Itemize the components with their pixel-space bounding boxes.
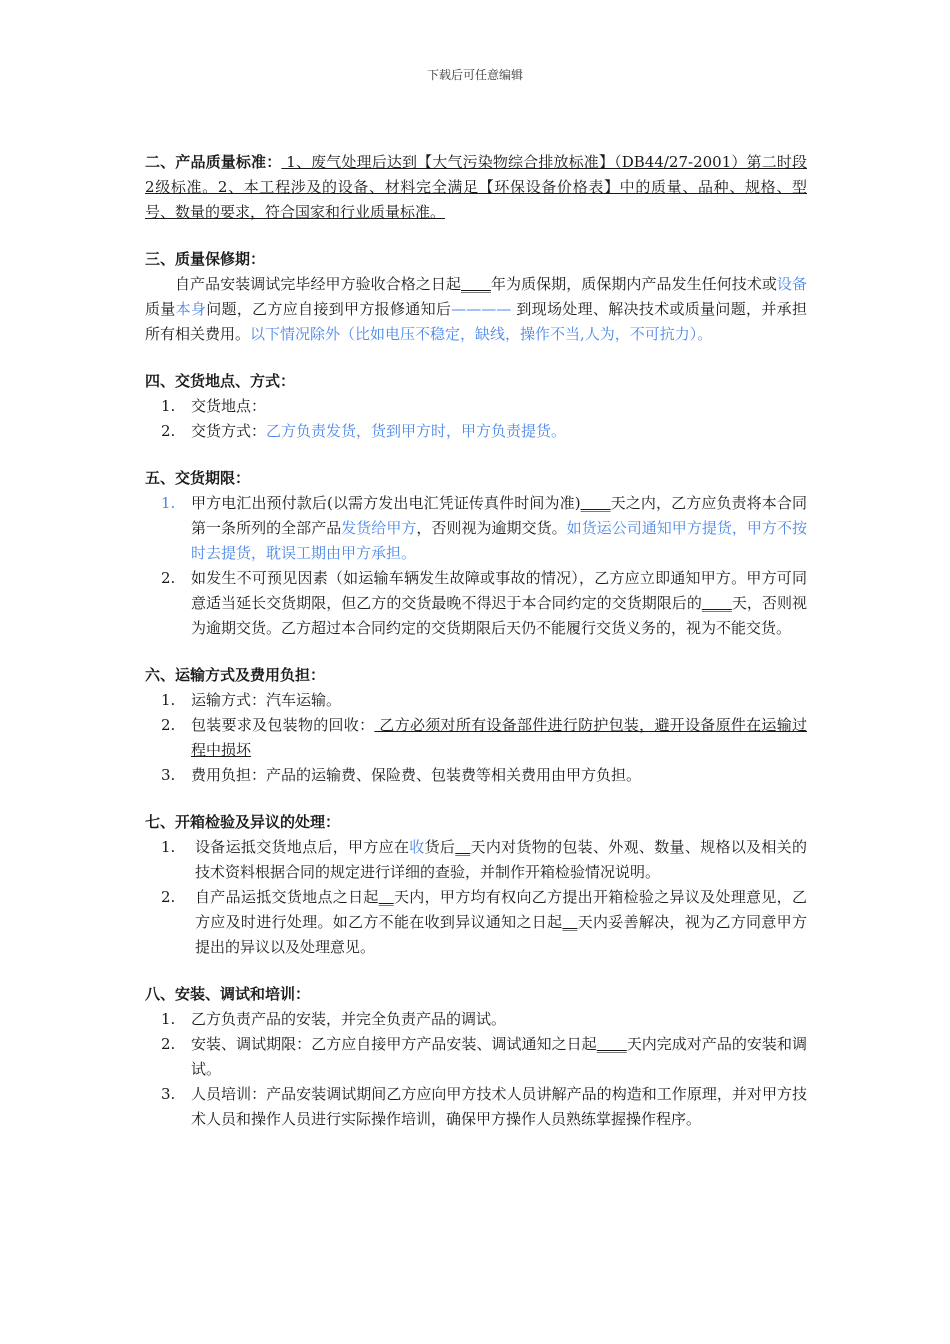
text-run: 到现场处理、解决技术或质量问题，并承担所有相关费用。 [145,300,807,343]
item-text: 人员培训：产品安装调试期间乙方应向甲方技术人员讲解产品的构造和工作原理，并对甲方技术人员和操作人员进行实际操作培训，确保甲方操作人员熟练掌握操作程序。 [191,1085,807,1128]
section-heading: 三、质量保修期： [145,250,266,268]
item-text: 运输方式：汽车运输。 [191,691,342,709]
list-number: 3. [161,766,176,784]
item-text: 乙方负责产品的安装，并完全负责产品的调试。 [191,1010,507,1028]
list-number: 2. [161,716,176,734]
section-heading: 七、开箱检验及异议的处理： [145,813,341,831]
blank-field: ____ [596,1035,627,1053]
list-number: 1. [161,691,176,709]
blank-field: ____ [460,275,491,293]
list-item [145,566,807,641]
installation-list [145,1007,807,1132]
text-run: ，否则视为逾期交货。 [416,519,567,537]
text-run: 安装、调试期限：乙方应自接甲方产品安装、调试通知之日起 [191,1035,597,1053]
list-number: 3. [161,1085,176,1103]
list-number: 1. [161,838,176,856]
list-item [145,394,807,419]
list-item [145,419,807,444]
section-quality-standard [145,150,807,225]
exclusions-text: 以下情况除外（比如电压不稳定，缺线，操作不当,人为，不可抗力）。 [250,325,713,343]
list-number: 1. [161,494,176,512]
text-run: 天内，甲方均有权向乙方提出开箱检验之异议及处理意见，乙方应及时进行处理。如乙方不能在收到异议通知之日起 [195,888,807,931]
list-item [145,1082,807,1132]
blank-field: __ [562,913,578,931]
item-text: 费用负担：产品的运输费、保险费、包装费等相关费用由甲方负担。 [191,766,642,784]
text-run: 收 [409,838,425,856]
section-heading: 八、安装、调试和培训： [145,985,311,1003]
text-run: 设备 [776,275,807,293]
text-run: 如货运公司通知甲方提货，甲方不按时去提货，耽误工期由甲方承担。 [191,519,807,562]
contract-body [145,150,807,1132]
item-value: 乙方必须对所有设备部件进行防护包装，避开设备原件在运输过程中损坏 [191,716,807,759]
text-run: 货后 [424,838,456,856]
item-label: 交货地点： [191,397,267,415]
text-run: 本身 [175,300,207,318]
text-run: 问题，乙方应自接到甲方报修通知后 [206,300,452,318]
list-item [145,491,807,566]
item-value: 乙方负责发货，货到甲方时，甲方负责提货。 [266,422,567,440]
delivery-deadline-list [145,491,807,641]
text-run: 甲方电汇出预付款后(以需方发出电汇凭证传真件时间为准) [191,494,581,512]
text-run: 设备运抵交货地点后，甲方应在 [195,838,410,856]
list-item [145,1032,807,1082]
text-run: 天内对货物的包装、外观、数量、规格以及相关的技术资料根据合同的规定进行详细的查验，并制作开箱检验情况说明。 [195,838,807,881]
list-item [145,763,807,788]
text-run: 天内妥善解决，视为乙方同意甲方提出的异议以及处理意见。 [195,913,807,956]
item-label: 包装要求及包装物的回收： [191,716,375,734]
list-item [145,835,807,885]
text-run: 质量 [145,300,176,318]
text-run: 年为质保期，质保期内产品发生任何技术或 [490,275,777,293]
section-heading: 五、交货期限： [145,469,251,487]
text-run: 天内完成对产品的安装和调试。 [191,1035,807,1078]
list-item [145,885,807,960]
inspection-list [145,835,807,960]
list-number: 2. [161,569,176,587]
quality-standard-text: 1、废气处理后达到【大气污染物综合排放标准】（DB44/27-2001）第二时段2级标准。2、本工程涉及的设备、材料完全满足【环保设备价格表】中的质量、品种、规格、型号、数量的要求，符合国家和行业质量标准。 [145,153,807,221]
transport-list [145,688,807,788]
list-number: 2. [161,888,176,906]
text-run: 发货给甲方 [341,519,417,537]
list-number: 2. [161,1035,176,1053]
blank-field: __ [378,888,394,906]
text-run: 如发生不可预见因素（如运输车辆发生故障或事故的情况），乙方应立即通知甲方。甲方可同意适当延长交货期限，但乙方的交货最晚不得迟于本合同约定的交货期限后的 [191,569,807,612]
blank-field: ____ [580,494,611,512]
blank-field: ____ [701,594,732,612]
text-run: 自产品安装调试完毕经甲方验收合格之日起 [175,275,461,293]
list-number: 1. [161,397,176,415]
list-number: 1. [161,1010,176,1028]
list-item [145,713,807,763]
section-heading: 四、交货地点、方式： [145,372,296,390]
warranty-paragraph [145,272,807,347]
delivery-list [145,394,807,444]
text-run: 天，否则视为逾期交货。乙方超过本合同约定的交货期限后天仍不能履行交货义务的，视为不能交货。 [191,594,807,637]
item-label: 交货方式： [191,422,267,440]
text-run: 自产品运抵交货地点之日起 [195,888,379,906]
page-header: 下载后可任意编辑 [426,68,523,82]
blank-field: ———— [451,300,517,318]
section-heading: 六、运输方式及费用负担： [145,666,326,684]
list-item [145,688,807,713]
text-run: 天之内，乙方应负责将本合同第一条所列的全部产品 [191,494,807,537]
list-item [145,1007,807,1032]
list-number: 2. [161,422,176,440]
blank-field: __ [455,838,471,856]
section-heading: 二、产品质量标准： [145,153,282,171]
